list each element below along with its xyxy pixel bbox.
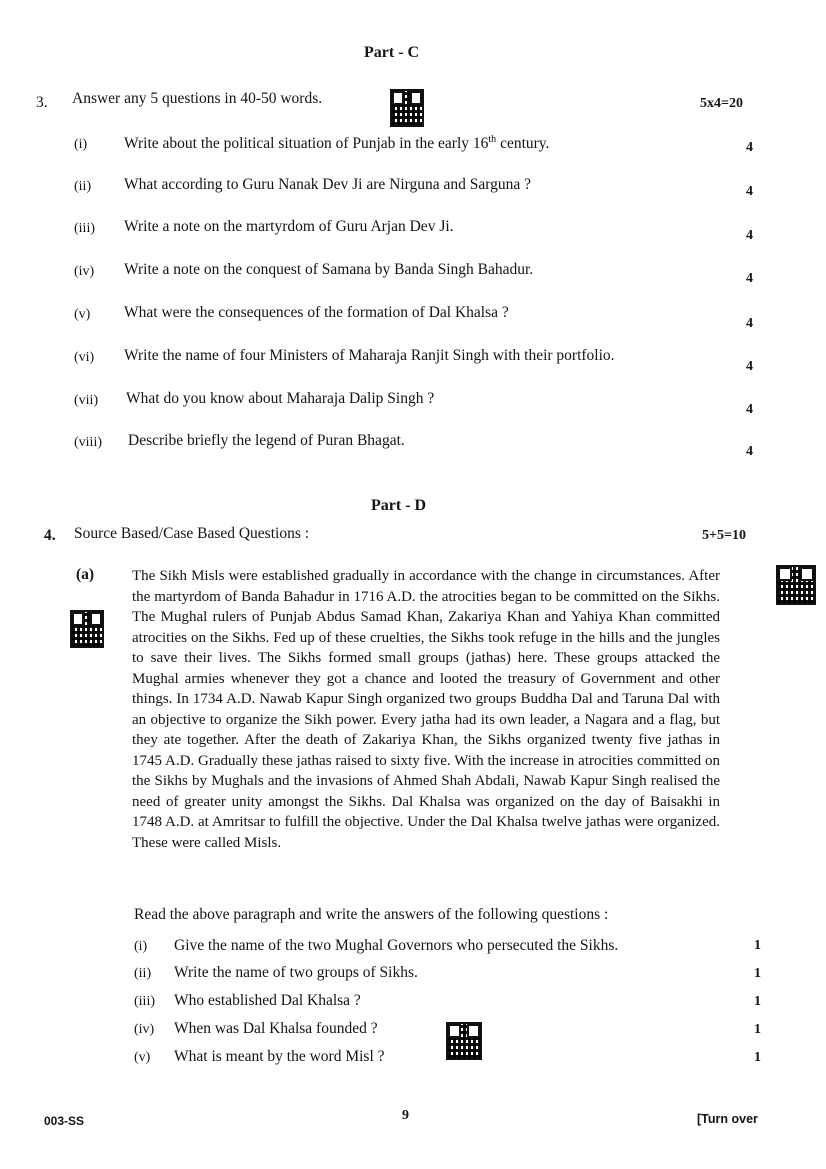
item-marks: 1 (754, 1022, 761, 1037)
item-marks: 4 (746, 271, 753, 286)
item-number: (i) (134, 939, 148, 954)
source-passage: The Sikh Misls were established gradually in accordance with the change in circumstances. After the martyrdom of Banda Bahadur in 1716 A.D. the atrocities began to be committed on the Sikhs. The Mughal rulers of Punjab Abdus Samad Khan, Zakariya Khan and Yahiya Khan committed atrocities on the Sikhs. Fed up of these cruelties, the Sikhs took refuge in the hills and the jungles to save their lives. The Sikhs formed small groups (jathas) here. These groups attacked the Mughal armies whenever they got a chance and looted the treasury of Government and other things. In 1734 A.D. Nawab Kapur Singh organized two groups Buddha Dal and Taruna Dal with an objective to organize the Sikh power. Every jatha had its own leader, a Nagara and a flag, but they ate together. After the death of Zakariya Khan, the Sikhs organized twenty five jathas in 1745 A.D. Gradually these jathas raised to sixty five. With the increase in atrocities committed on the Sikhs by Mughals and the invasions of Ahmed Shah Abdali, Nawab Kapur Singh realised the need of greater unity amongst the Sikhs. Dal Khalsa was organized on the day of Baisakhi in 1748 A.D. at Amritsar to fulfill the objective. Under the Dal Khalsa twelve jathas were organized. These were called Misls. (132, 568, 720, 851)
item-text-tail: century. (496, 135, 550, 153)
qr-code-icon (776, 565, 816, 605)
paper-code: 003-SS (44, 1114, 85, 1128)
item-text: Write the name of four Ministers of Maharaja Ranjit Singh with their portfolio. (124, 347, 615, 364)
item-text: Write the name of two groups of Sikhs. (174, 964, 418, 981)
item-marks: 1 (754, 938, 761, 953)
item-marks: 4 (746, 184, 753, 199)
item-text: Write a note on the conquest of Samana by Banda Singh Bahadur. (124, 261, 534, 278)
item-text: Describe briefly the legend of Puran Bhagat. (128, 432, 405, 449)
item-number: (ii) (74, 179, 92, 194)
question-3-instruction: Answer any 5 questions in 40-50 words. (72, 90, 323, 107)
item-number: (i) (74, 137, 88, 152)
item-text: Who established Dal Khalsa ? (174, 992, 361, 1009)
item-text: What do you know about Maharaja Dalip Singh ? (126, 390, 435, 407)
item-marks: 4 (746, 402, 753, 417)
qr-code-icon (70, 610, 104, 648)
item-text: When was Dal Khalsa founded ? (174, 1020, 378, 1037)
item-text: What were the consequences of the formation of Dal Khalsa ? (124, 304, 509, 321)
item-marks: 1 (754, 994, 761, 1009)
question-4-number: 4. (44, 527, 56, 544)
item-text: What according to Guru Nanak Dev Ji are Nirguna and Sarguna ? (124, 176, 532, 193)
item-text: Write a note on the martyrdom of Guru Arjan Dev Ji. (124, 218, 454, 235)
item-marks: 4 (746, 316, 753, 331)
question-3-number: 3. (36, 94, 48, 111)
item-marks: 4 (746, 140, 753, 155)
passage-prompt: Read the above paragraph and write the answers of the following questions : (134, 906, 609, 923)
item-marks: 4 (746, 359, 753, 374)
item-number: (v) (74, 307, 91, 322)
item-marks: 1 (754, 966, 761, 981)
item-text-sup: th (488, 134, 497, 145)
part-c-title: Part - C (364, 44, 420, 61)
turn-over-note: [Turn over (697, 1112, 758, 1126)
question-3-total-marks: 5x4=20 (700, 96, 743, 111)
item-marks: 4 (746, 228, 753, 243)
item-number: (iv) (74, 264, 95, 279)
item-number: (viii) (74, 435, 102, 450)
question-4-total-marks: 5+5=10 (702, 528, 746, 543)
question-4-instruction: Source Based/Case Based Questions : (74, 525, 310, 542)
item-text: Give the name of the two Mughal Governors who persecuted the Sikhs. (174, 937, 619, 954)
qr-code-icon (446, 1022, 482, 1060)
part-d-title: Part - D (371, 497, 427, 514)
qr-code-icon (390, 89, 424, 127)
item-text: What is meant by the word Misl ? (174, 1048, 385, 1065)
item-number: (ii) (134, 966, 152, 981)
subquestion-a-label: (a) (76, 566, 95, 583)
item-marks: 4 (746, 444, 753, 459)
item-number: (vii) (74, 393, 99, 408)
item-number: (vi) (74, 350, 95, 365)
item-number: (iv) (134, 1022, 155, 1037)
item-marks: 1 (754, 1050, 761, 1065)
page-number: 9 (402, 1108, 409, 1123)
item-number: (iii) (74, 221, 95, 236)
item-number: (v) (134, 1050, 151, 1065)
item-number: (iii) (134, 994, 155, 1009)
item-text-main: Write about the political situation of Punjab in the early 16 (124, 135, 489, 153)
item-text (124, 134, 549, 153)
